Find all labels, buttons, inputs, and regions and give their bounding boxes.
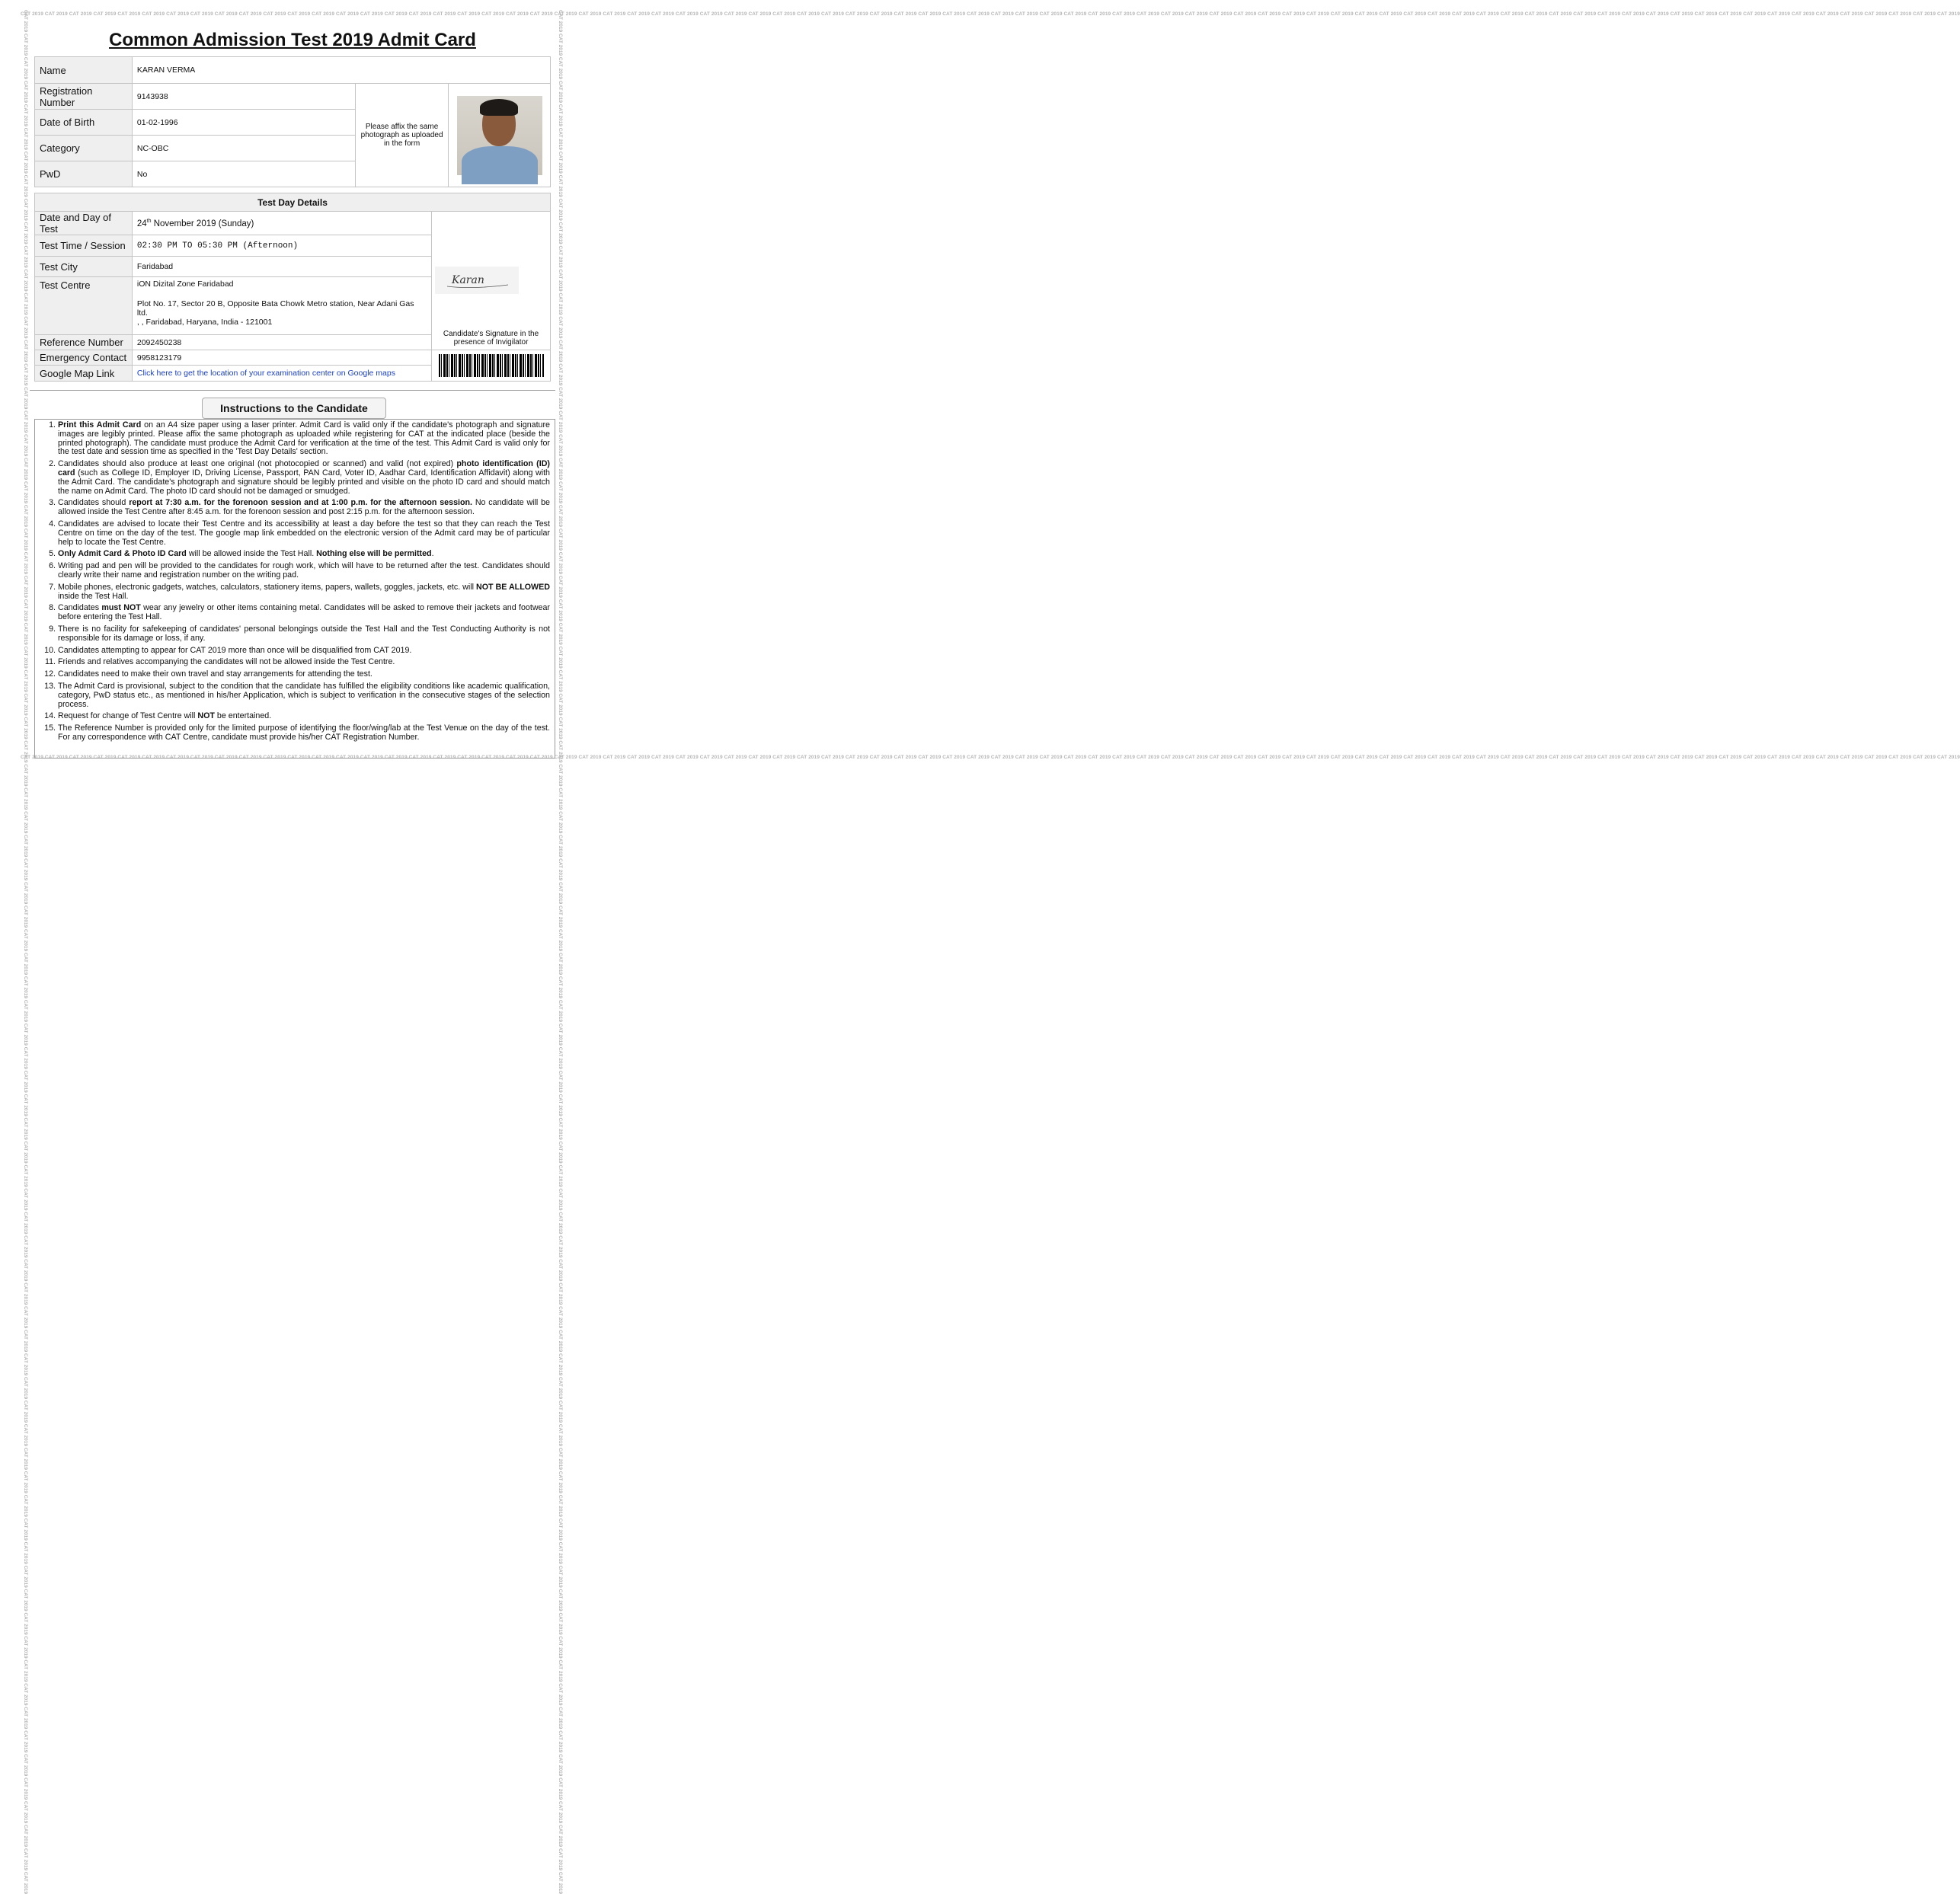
emergency-label: Emergency Contact	[35, 350, 133, 366]
instruction-item: 13. The Admit Card is provisional, subject to the condition that the candidate has fulfilled the eligibility conditions like academic qualification, category, PwD status etc., as mentioned in his/her Application, which is subject to verification in the consecutive stages of the selection process.	[58, 682, 550, 709]
instruction-item: 2. Candidates should also produce at least one original (not photocopied or scanned) and valid (not expired) photo identification (ID) card (such as College ID, Employer ID, Driving License, Passport, PAN Card, Voter ID, Aadhar Card, Identification Affidavit) along with the Admit Card. The candidate's photograph and signature should be legibly printed and visible on the photo ID card and should match the name on Admit Card. The photo ID card should not be damaged or smudged.	[58, 460, 550, 496]
centre-address-line1: Plot No. 17, Sector 20 B, Opposite Bata Chowk Metro station, Near Adani Gas ltd.	[136, 299, 414, 318]
watermark-left: CAT 2019 CAT 2019 CAT 2019 CAT 2019 CAT 2019 CAT 2019 CAT 2019 CAT 2019 CAT 2019 CAT 2019 CAT 2019 CAT 2019 CAT 2019 CAT 2019 CAT 2019 CAT 2019 CAT 2019 CAT 2019 CAT 2019 CAT 2019 CAT 2019 CAT 2019 CAT 2019 CAT 2019 CAT 2019 CAT 2019 CAT 2019 CAT 2019 CAT 2019 CAT 2019 CAT 2019 CAT 2019 CAT 2019 CAT 2019 CAT 2019 CAT 2019 CAT 2019 CAT 2019 CAT 2019 CAT 2019 CAT 2019 CAT 2019 CAT 2019 CAT 2019 CAT 2019 CAT 2019 CAT 2019 CAT 2019 CAT 2019 CAT 2019 CAT 2019 CAT 2019 CAT 2019 CAT 2019 CAT 2019 CAT 2019 CAT 2019 CAT 2019 CAT 2019 CAT 2019 CAT 2019 CAT 2019 CAT 2019 CAT 2019 CAT 2019 CAT 2019 CAT 2019 CAT 2019 CAT 2019 CAT 2019 CAT 2019 CAT 2019 CAT 2019 CAT 2019 CAT 2019 CAT 2019 CAT 2019 CAT 2019 CAT 2019 CAT 2019	[23, 10, 28, 1894]
centre-label: Test Centre	[35, 277, 133, 335]
centre-value	[132, 277, 431, 335]
test-day-table	[34, 193, 551, 382]
dob-value: 01-02-1996	[132, 110, 355, 136]
test-day-header: Test Day Details	[35, 193, 551, 212]
instruction-item: 5. Only Admit Card & Photo ID Card will be allowed inside the Test Hall. Nothing else will be permitted.	[58, 550, 550, 559]
candidate-photo	[457, 96, 542, 175]
barcode-cell	[432, 350, 551, 382]
instruction-item: 14. Request for change of Test Centre will NOT be entertained.	[58, 712, 550, 721]
instruction-item: 12. Candidates need to make their own travel and stay arrangements for attending the test.	[58, 670, 550, 679]
pwd-label: PwD	[35, 161, 133, 187]
time-value: 02:30 PM TO 05:30 PM (Afternoon)	[132, 235, 431, 257]
time-label: Test Time / Session	[35, 235, 133, 257]
candidate-table	[34, 56, 551, 187]
instruction-item: 7. Mobile phones, electronic gadgets, watches, calculators, stationery items, papers, wallets, goggles, jackets, etc. will NOT BE ALLOWED inside the Test Hall.	[58, 583, 550, 602]
emergency-value: 9958123179	[132, 350, 431, 366]
instruction-item: 1. Print this Admit Card on an A4 size paper using a laser printer. Admit Card is valid only if the candidate's photograph and signature images are legibly printed. Please affix the same photograph as uploaded while registering for CAT at the indicated place (beside the printed photograph). The candidate must produce the Admit Card for verification at the time of the test. This Admit Card is valid only for the test date and session time as specified in the 'Test Day Details' section.	[58, 421, 550, 457]
admit-card	[21, 10, 1960, 1894]
category-label: Category	[35, 136, 133, 161]
name-value: KARAN VERMA	[132, 57, 550, 84]
registration-value: 9143938	[132, 84, 355, 110]
pwd-value: No	[132, 161, 355, 187]
instructions-title: Instructions to the Candidate	[202, 398, 386, 419]
candidate-signature	[435, 267, 519, 294]
reference-label: Reference Number	[35, 335, 133, 350]
watermark-top: CAT 2019 CAT 2019 CAT 2019 CAT 2019 CAT 2019 CAT 2019 CAT 2019 CAT 2019 CAT 2019 CAT 2019 CAT 2019 CAT 2019 CAT 2019 CAT 2019 CAT 2019 CAT 2019 CAT 2019 CAT 2019 CAT 2019 CAT 2019 CAT 2019 CAT 2019 CAT 2019 CAT 2019 CAT 2019 CAT 2019 CAT 2019 CAT 2019 CAT 2019 CAT 2019 CAT 2019 CAT 2019 CAT 2019 CAT 2019 CAT 2019 CAT 2019 CAT 2019 CAT 2019 CAT 2019 CAT 2019 CAT 2019 CAT 2019 CAT 2019 CAT 2019 CAT 2019 CAT 2019 CAT 2019 CAT 2019 CAT 2019 CAT 2019 CAT 2019 CAT 2019 CAT 2019 CAT 2019 CAT 2019 CAT 2019 CAT 2019 CAT 2019 CAT 2019 CAT 2019 CAT 2019 CAT 2019 CAT 2019 CAT 2019 CAT 2019 CAT 2019 CAT 2019 CAT 2019 CAT 2019 CAT 2019 CAT 2019 CAT 2019 CAT 2019 CAT 2019 CAT 2019 CAT 2019 CAT 2019 CAT 2019 CAT 2019 CAT 2019	[21, 11, 1960, 17]
instruction-item: 11. Friends and relatives accompanying the candidates will not be allowed inside the Test Centre.	[58, 658, 550, 667]
category-value: NC-OBC	[132, 136, 355, 161]
name-label: Name	[35, 57, 133, 84]
date-label: Date and Day of Test	[35, 212, 133, 235]
photo-note: Please affix the same photograph as uploaded in the form	[356, 84, 449, 187]
instruction-item: 6. Writing pad and pen will be provided to the candidates for rough work, which will have to be returned after the test. Candidates should clearly write their name and registration number on the writing pad.	[58, 562, 550, 580]
registration-label: Registration Number	[35, 84, 133, 110]
reference-value: 2092450238	[132, 335, 431, 350]
city-label: Test City	[35, 257, 133, 277]
signature-note: Candidate's Signature in the presence of Invigilator	[443, 330, 539, 347]
date-value: 24th November 2019 (Sunday)	[132, 212, 431, 235]
instruction-item: 8. Candidates must NOT wear any jewelry or other items containing metal. Candidates will be asked to remove their jackets and footwear before entering the Test Hall.	[58, 604, 550, 622]
city-value: Faridabad	[132, 257, 431, 277]
watermark-right: CAT 2019 CAT 2019 CAT 2019 CAT 2019 CAT 2019 CAT 2019 CAT 2019 CAT 2019 CAT 2019 CAT 2019 CAT 2019 CAT 2019 CAT 2019 CAT 2019 CAT 2019 CAT 2019 CAT 2019 CAT 2019 CAT 2019 CAT 2019 CAT 2019 CAT 2019 CAT 2019 CAT 2019 CAT 2019 CAT 2019 CAT 2019 CAT 2019 CAT 2019 CAT 2019 CAT 2019 CAT 2019 CAT 2019 CAT 2019 CAT 2019 CAT 2019 CAT 2019 CAT 2019 CAT 2019 CAT 2019 CAT 2019 CAT 2019 CAT 2019 CAT 2019 CAT 2019 CAT 2019 CAT 2019 CAT 2019 CAT 2019 CAT 2019 CAT 2019 CAT 2019 CAT 2019 CAT 2019 CAT 2019 CAT 2019 CAT 2019 CAT 2019 CAT 2019 CAT 2019 CAT 2019 CAT 2019 CAT 2019 CAT 2019 CAT 2019 CAT 2019 CAT 2019 CAT 2019 CAT 2019 CAT 2019 CAT 2019 CAT 2019 CAT 2019 CAT 2019 CAT 2019 CAT 2019 CAT 2019 CAT 2019 CAT 2019 CAT 2019	[558, 10, 563, 1894]
barcode	[439, 354, 544, 377]
dob-label: Date of Birth	[35, 110, 133, 136]
svg-text:Karan: Karan	[452, 274, 484, 286]
instructions-box	[34, 419, 555, 759]
map-link[interactable]: Click here to get the location of your examination center on Google maps	[132, 366, 431, 382]
signature-cell	[432, 212, 551, 350]
watermark-bottom: CAT 2019 CAT 2019 CAT 2019 CAT 2019 CAT 2019 CAT 2019 CAT 2019 CAT 2019 CAT 2019 CAT 2019 CAT 2019 CAT 2019 CAT 2019 CAT 2019 CAT 2019 CAT 2019 CAT 2019 CAT 2019 CAT 2019 CAT 2019 CAT 2019 CAT 2019 CAT 2019 CAT 2019 CAT 2019 CAT 2019 CAT 2019 CAT 2019 CAT 2019 CAT 2019 CAT 2019 CAT 2019 CAT 2019 CAT 2019 CAT 2019 CAT 2019 CAT 2019 CAT 2019 CAT 2019 CAT 2019 CAT 2019 CAT 2019 CAT 2019 CAT 2019 CAT 2019 CAT 2019 CAT 2019 CAT 2019 CAT 2019 CAT 2019 CAT 2019 CAT 2019 CAT 2019 CAT 2019 CAT 2019 CAT 2019 CAT 2019 CAT 2019 CAT 2019 CAT 2019 CAT 2019 CAT 2019 CAT 2019 CAT 2019 CAT 2019 CAT 2019 CAT 2019 CAT 2019 CAT 2019 CAT 2019 CAT 2019 CAT 2019 CAT 2019 CAT 2019 CAT 2019 CAT 2019 CAT 2019 CAT 2019 CAT 2019 CAT 2019	[21, 755, 1960, 760]
centre-name: iON Dizital Zone Faridabad	[136, 279, 234, 289]
instruction-item: 9. There is no facility for safekeeping of candidates' personal belongings outside the Test Hall and the Test Conducting Authority is not responsible for its damage or loss, if any.	[58, 625, 550, 644]
instruction-item: 4. Candidates are advised to locate their Test Centre and its accessibility at least a day before the test so that they can reach the Test Centre on time on the day of the test. The google map link embedded on the electronic version of the Admit card may be of particular help to locate the Test Centre.	[58, 520, 550, 547]
map-label: Google Map Link	[35, 366, 133, 382]
section-divider	[30, 390, 555, 391]
instructions-list	[35, 420, 555, 743]
photo-cell	[449, 84, 551, 187]
instruction-item: 3. Candidates should report at 7:30 a.m. for the forenoon session and at 1:00 p.m. for the afternoon session. No candidate will be allowed inside the Test Centre after 8:45 a.m. for the forenoon session and post 2:15 p.m. for the afternoon session.	[58, 499, 550, 517]
instruction-item: 10. Candidates attempting to appear for CAT 2019 more than once will be disqualified from CAT 2019.	[58, 647, 550, 656]
centre-address-line2: , , Faridabad, Haryana, India - 121001	[136, 318, 273, 327]
instruction-item: 15. The Reference Number is provided only for the limited purpose of identifying the floor/wing/lab at the Test Venue on the day of the test. For any correspondence with CAT Centre, candidate must provide his/her CAT Registration Number.	[58, 724, 550, 743]
page-title: Common Admission Test 2019 Admit Card	[109, 30, 476, 50]
